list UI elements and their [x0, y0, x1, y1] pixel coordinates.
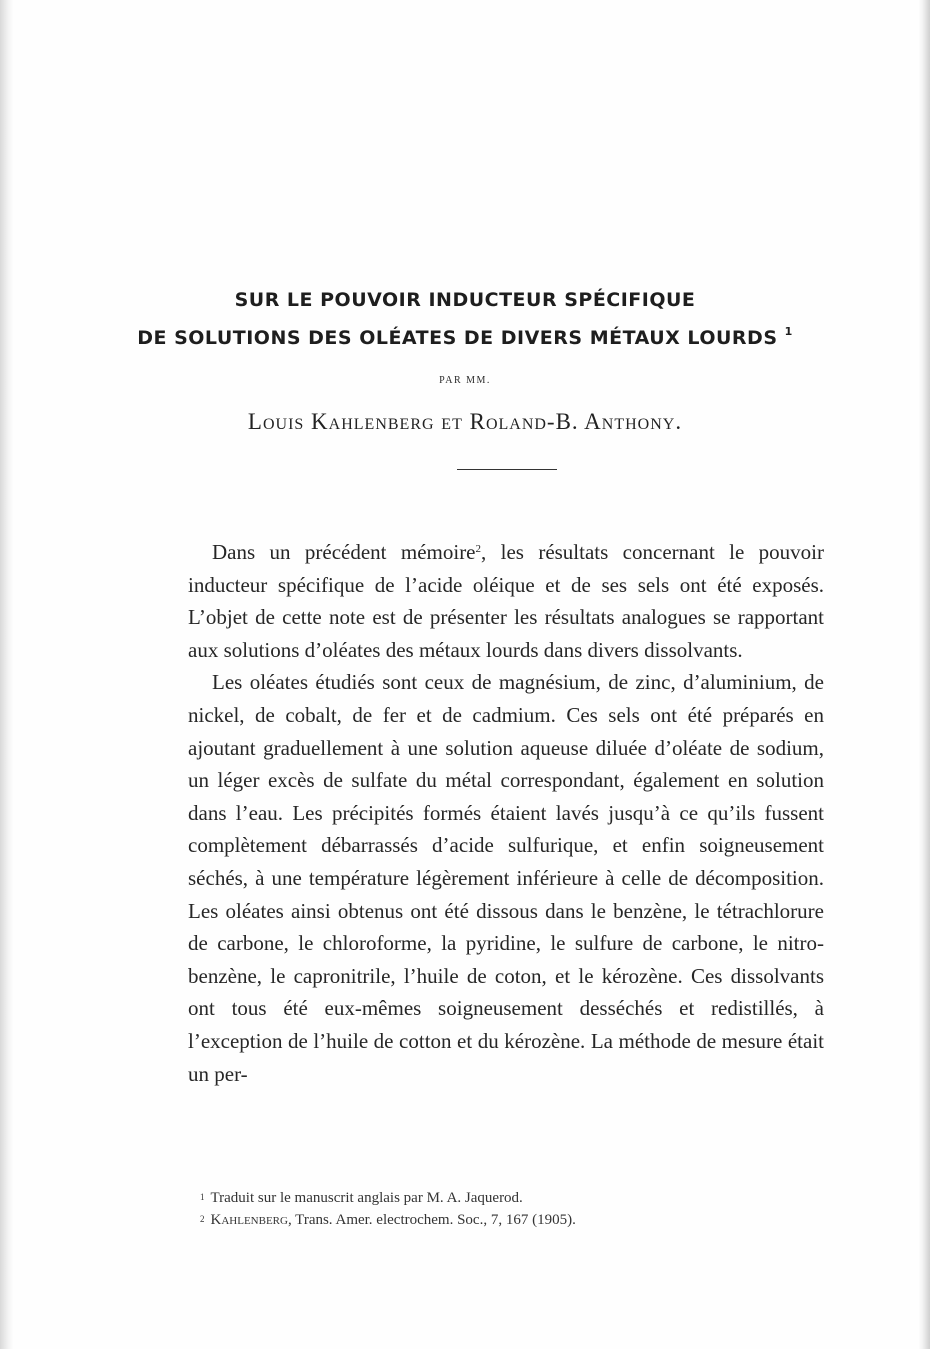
footnote-1-text: Traduit sur le manuscrit anglais par M. A. Jaquerod. [210, 1190, 523, 1206]
byline-par: PAR MM. [439, 375, 491, 386]
paragraph-1-rest: , les résultats concernant le pouvoir inducteur spécifique de l’acide oléique et de ses sels ont été exposés. L’objet de cette note est de présenter les résultats analogues se rapportant aux solutions d’oléates des métaux lourds dans divers dissolvants. [188, 540, 824, 662]
page-edge-right [918, 0, 930, 1349]
footnote-1-mark: 1 [200, 1192, 205, 1202]
authors: Louis Kahlenberg et Roland-B. Anthony. [247, 409, 683, 434]
footnotes [200, 1187, 840, 1231]
footnote-2-author: Kahlenberg [210, 1212, 288, 1228]
article-title-line-2-text: DE SOLUTIONS DES OLÉATES DE DIVERS MÉTAUX LOURDS [137, 327, 778, 349]
article-title-line-1: SUR LE POUVOIR INDUCTEUR SPÉCIFIQUE [234, 289, 696, 311]
page-edge-left [0, 0, 14, 1349]
separator-rule [457, 469, 557, 470]
article-title-line-2 [0, 327, 930, 349]
paragraph-2: Les oléates étudiés sont ceux de magnésium, de zinc, d’aluminium, de nickel, de cobalt, de fer et de cadmium. Ces sels ont été préparés en ajoutant graduellement à une solution aqueuse diluée d’oléate de sodium, un léger excès de sulfate du métal correspondant, également en solution dans l’eau. Les précipités formés étaient lavés jusqu’à ce qu’ils fussent complètement débarrassés d’acide sulfurique, et enfin soigneusement séchés, à une température légèrement inférieure à celle de décomposition. Les oléates ainsi obtenus ont été dissous dans le benzène, le tétrachlorure de carbone, le chloroforme, la pyridine, le sulfure de carbone, le nitro-benzène, le capronitrile, l’huile de coton, et le kérozène. Ces dissolvants ont tous été eux-mêmes soigneusement desséchés et redistillés, à l’exception de l’huile de cotton et du kérozène. La méthode de mesure était un per- [188, 670, 824, 1086]
article-body [188, 536, 824, 1090]
footnote-2-text: , Trans. Amer. electrochem. Soc., 7, 167 (1905). [287, 1212, 576, 1228]
footnote-1 [200, 1187, 840, 1209]
paragraph-1-footnote-ref: 2 [475, 543, 482, 555]
paragraph-1 [188, 536, 824, 666]
footnote-2-mark: 2 [200, 1214, 205, 1224]
footnote-2 [200, 1209, 840, 1231]
title-footnote-ref: 1 [784, 325, 793, 338]
paragraph-1-start: Dans un précédent mémoire [212, 540, 476, 564]
